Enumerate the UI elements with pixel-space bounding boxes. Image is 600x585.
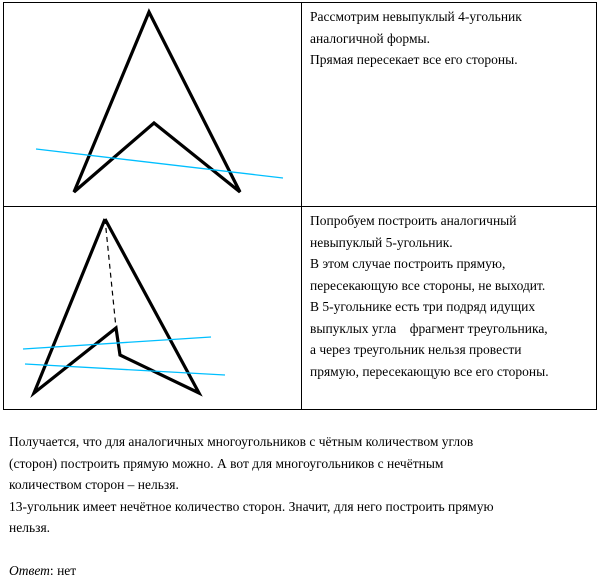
secant-line-lower [25, 364, 225, 375]
conclusion-line: Получается, что для аналогичных многоугольников с чётным количеством углов [9, 434, 474, 449]
row2-line: выпуклых угла фрагмент треугольника, [310, 320, 548, 336]
conclusion-line: количеством сторон – нельзя. [9, 477, 179, 492]
secant-line [36, 149, 283, 178]
row2-line: В 5-угольнике есть три подряд идущих [310, 299, 536, 314]
pentagon-shape [34, 219, 199, 393]
table-border-right [596, 2, 597, 410]
answer-label: Ответ [9, 563, 50, 578]
answer-separator: : [49, 563, 58, 578]
row2-line: а через треугольник нельзя провести [310, 342, 522, 357]
row2-line: прямую, пересекающую все его стороны. [310, 363, 549, 379]
row2-line: В этом случае построить прямую, [310, 256, 506, 271]
row1-line: аналогичной формы. [310, 30, 430, 46]
row2-line: пересекающую все стороны, не выходит. [310, 277, 546, 293]
answer-value: нет [57, 563, 77, 578]
row2-line: Попробуем построить аналогичный [310, 213, 517, 228]
quadrilateral-shape [74, 12, 240, 192]
conclusion-paragraph [9, 431, 494, 539]
conclusion-line: (сторон) построить прямую можно. А вот для многоугольников с нечётным [9, 455, 444, 471]
table-column-divider [301, 2, 302, 410]
pentagon-figure [3, 206, 301, 410]
row1-text [310, 6, 522, 71]
quadrilateral-figure [3, 2, 301, 206]
answer-line [9, 560, 76, 582]
row1-line: Рассмотрим невыпуклый 4-угольник [310, 9, 522, 24]
row1-line: Прямая пересекает все его стороны. [310, 52, 518, 67]
solution-table [3, 2, 597, 410]
conclusion-line: 13-угольник имеет нечётное количество сторон. Значит, для него построить прямую [9, 498, 494, 514]
row2-text [310, 210, 549, 382]
row2-line: невыпуклый 5-угольник. [310, 234, 453, 250]
conclusion-line: нельзя. [9, 520, 51, 535]
